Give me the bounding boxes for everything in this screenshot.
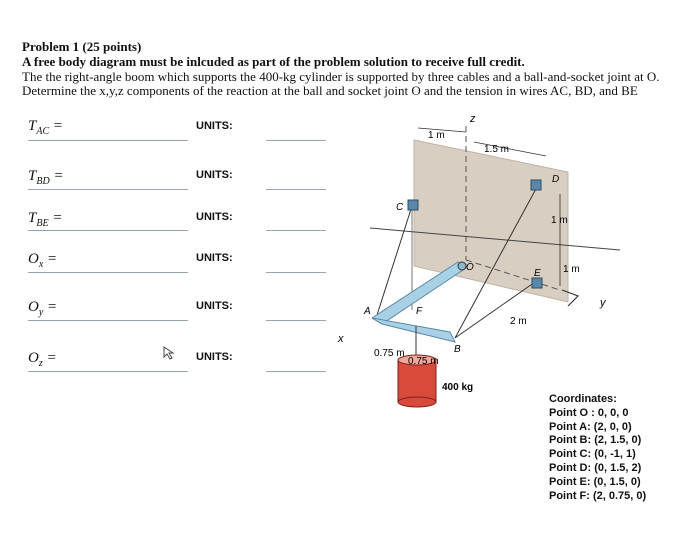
units-label-tbe: UNITS: <box>196 211 233 223</box>
label-dim-1-5m: 1.5 m <box>484 144 510 155</box>
boom-diagram <box>330 110 620 410</box>
label-x: x <box>338 333 344 345</box>
answer-label-tac: $T_{AC}$ = <box>28 118 63 137</box>
answer-label-ox: $O_x$ = <box>28 251 58 270</box>
label-z: z <box>470 113 476 125</box>
label-dim-075-b: 0.75 m <box>408 356 439 367</box>
label-dim-075-a: 0.75 m <box>374 348 405 359</box>
coordinate-point-o: Point O : 0, 0, 0 <box>549 406 629 419</box>
label-f: F <box>416 306 423 317</box>
answer-field-tbe[interactable] <box>28 230 188 231</box>
coordinate-point-d: Point D: (0, 1.5, 2) <box>549 461 642 474</box>
units-label-oy: UNITS: <box>196 300 233 312</box>
answer-field-tbd[interactable] <box>28 189 188 190</box>
boom-arm-ab <box>372 318 455 342</box>
bracket-d <box>531 180 541 190</box>
answer-label-tbd: $T_{BD}$ = <box>28 168 64 187</box>
answer-field-tac[interactable] <box>28 140 188 141</box>
answer-field-oz[interactable] <box>28 371 188 372</box>
units-label-tbd: UNITS: <box>196 169 233 181</box>
label-a: A <box>364 306 371 317</box>
label-mass: 400 kg <box>442 382 474 393</box>
units-field-ox[interactable] <box>266 272 326 273</box>
coordinate-point-c: Point C: (0, -1, 1) <box>549 448 636 461</box>
units-label-ox: UNITS: <box>196 252 233 264</box>
units-label-tac: UNITS: <box>196 120 233 132</box>
label-dim-1m-top: 1 m <box>428 130 445 141</box>
label-e: E <box>534 268 541 279</box>
coordinates-title: Coordinates: <box>549 393 617 405</box>
problem-statement-line2: Determine the x,y,z components of the reaction at the ball and socket joint O and the tension in wires AC, BD, and BE <box>22 83 638 98</box>
label-dim-1m-e: 1 m <box>563 264 580 275</box>
label-c: C <box>396 202 404 213</box>
answer-field-ox[interactable] <box>28 272 188 273</box>
coordinate-point-e: Point E: (0, 1.5, 0) <box>549 475 641 488</box>
units-field-tac[interactable] <box>266 140 326 141</box>
cable-be <box>455 282 535 338</box>
label-dim-2m: 2 m <box>510 316 527 327</box>
cylinder-bottom <box>398 397 436 407</box>
coordinates-list <box>549 393 646 503</box>
coordinate-point-a: Point A: (2, 0, 0) <box>549 420 632 433</box>
units-label-oz: UNITS: <box>196 351 233 363</box>
answer-field-oy[interactable] <box>28 320 188 321</box>
units-field-tbe[interactable] <box>266 230 326 231</box>
label-dim-1m-d: 1 m <box>551 215 568 226</box>
bracket-c <box>408 200 418 210</box>
ball-joint-o <box>458 262 466 270</box>
answer-label-oy: $O_y$ = <box>28 299 58 318</box>
label-y: y <box>600 297 606 309</box>
units-field-oy[interactable] <box>266 320 326 321</box>
units-field-tbd[interactable] <box>266 189 326 190</box>
problem-title: Problem 1 (25 points) <box>22 39 142 54</box>
label-d: D <box>552 174 560 185</box>
coordinate-point-b: Point B: (2, 1.5, 0) <box>549 434 642 447</box>
answer-label-tbe: $T_{BE}$ = <box>28 210 63 229</box>
coordinate-point-f: Point F: (2, 0.75, 0) <box>549 489 647 502</box>
units-field-oz[interactable] <box>266 371 326 372</box>
problem-statement-line1: The the right-angle boom which supports the 400-kg cylinder is supported by three cables and a ball-and-socket joint at O. <box>22 69 660 84</box>
cursor-arrow-icon <box>163 346 175 360</box>
label-b: B <box>454 344 461 355</box>
credit-note: A free body diagram must be inlcuded as part of the problem solution to receive full credit. <box>22 54 525 69</box>
answer-label-oz: $O_z$ = <box>28 350 57 369</box>
label-o: O <box>466 262 474 273</box>
bracket-e <box>532 278 542 288</box>
